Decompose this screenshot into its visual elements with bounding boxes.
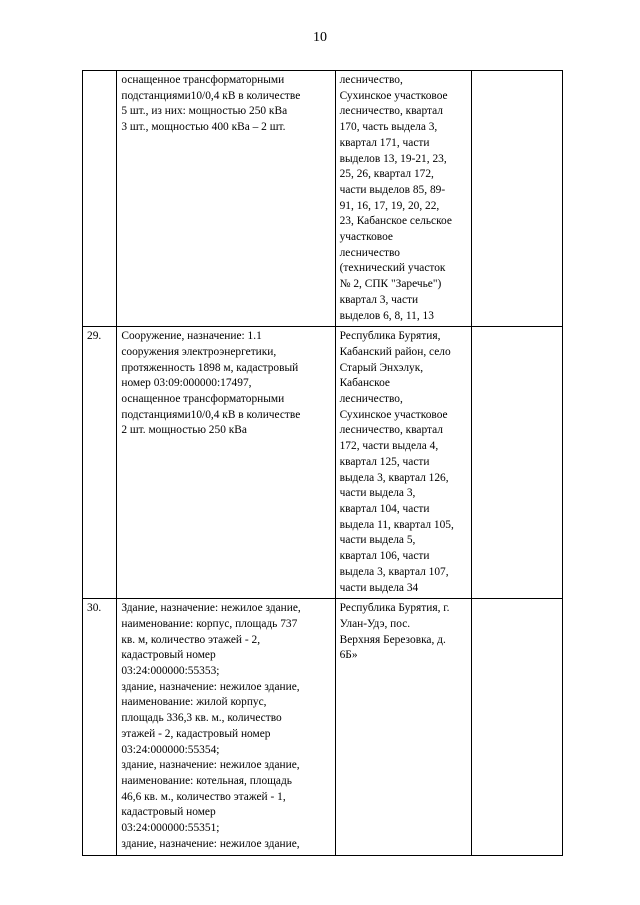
- description-line: 46,6 кв. м., количество этажей - 1,: [121, 790, 286, 803]
- description-line: Сооружение, назначение: 1.1: [121, 330, 262, 343]
- object-description-cell: [117, 599, 335, 856]
- location-line: участковое: [339, 231, 393, 244]
- location-cell: [335, 71, 471, 327]
- description-line: оснащенное трансформаторными: [121, 74, 285, 86]
- registry-table: [82, 70, 563, 856]
- location-line: квартал 3, части: [339, 293, 419, 306]
- empty-cell: [472, 71, 563, 327]
- object-description-cell: [117, 327, 335, 599]
- location-line: выделов 6, 8, 11, 13: [339, 309, 434, 322]
- description-line: наименование: жилой корпус,: [121, 696, 267, 709]
- location-line: лесничество: [339, 246, 400, 259]
- location-line: выделов 13, 19-21, 23,: [339, 152, 447, 165]
- location-line: Кабанское: [339, 377, 390, 390]
- location-line: лесничество, квартал: [339, 105, 443, 118]
- location-line: 6Б»: [339, 649, 358, 662]
- location-line: Старый Энхэлук,: [339, 361, 424, 374]
- location-line: части выдела 3,: [339, 487, 416, 500]
- location-line: 172, части выдела 4,: [339, 440, 439, 453]
- description-line: кв. м, количество этажей - 2,: [121, 633, 261, 646]
- empty-cell: [472, 327, 563, 599]
- location-cell: [335, 599, 471, 856]
- empty-cell: [472, 599, 563, 856]
- location-line: 91, 16, 17, 19, 20, 22,: [339, 199, 440, 212]
- location-line: (технический участок: [339, 262, 446, 275]
- description-line: кадастровый номер: [121, 806, 216, 819]
- location-line: квартал 171, части: [339, 136, 430, 149]
- location-line: части выдела 5,: [339, 534, 416, 547]
- location-line: Республика Бурятия,: [339, 330, 441, 343]
- table-row: [83, 71, 563, 327]
- location-line: квартал 106, части: [339, 550, 430, 563]
- location-line: выдела 3, квартал 107,: [339, 565, 449, 578]
- description-line: здание, назначение: нежилое здание,: [121, 759, 300, 772]
- location-line: Кабанский район, село: [339, 345, 451, 358]
- location-line: Сухинское участковое: [339, 408, 448, 421]
- location-line: лесничество,: [339, 393, 403, 406]
- table-row: [83, 599, 563, 856]
- description-line: площадь 336,3 кв. м., количество: [121, 712, 282, 725]
- description-line: подстанциями10/0,4 кВ в количестве: [121, 89, 301, 102]
- description-line: наименование: котельная, площадь: [121, 774, 292, 787]
- location-line: 23, Кабанское сельское: [339, 215, 452, 228]
- description-line: кадастровый номер: [121, 649, 216, 662]
- description-line: протяженность 1898 м, кадастровый: [121, 361, 299, 374]
- description-line: здание, назначение: нежилое здание,: [121, 680, 300, 693]
- description-line: 5 шт., из них: мощностью 250 кВа: [121, 105, 288, 118]
- description-line: 03:24:000000:55351;: [121, 822, 220, 835]
- description-line: 03:24:000000:55354;: [121, 743, 220, 756]
- row-number-cell: [83, 599, 117, 856]
- location-line: Улан-Удэ, пос.: [339, 617, 411, 630]
- registry-table-body: [83, 71, 563, 856]
- page-number: 10: [313, 30, 327, 45]
- object-description-cell: [117, 71, 335, 327]
- description-line: 03:24:000000:55353;: [121, 665, 220, 678]
- location-cell: [335, 327, 471, 599]
- location-line: Верхняя Березовка, д.: [339, 633, 446, 646]
- row-number-cell: [83, 327, 117, 599]
- location-line: Сухинское участковое: [339, 89, 448, 102]
- location-line: квартал 125, части: [339, 455, 430, 468]
- description-line: 2 шт. мощностью 250 кВа: [121, 424, 247, 437]
- description-line: номер 03:09:000000:17497,: [121, 377, 252, 390]
- description-line: подстанциями10/0,4 кВ в количестве: [121, 408, 301, 421]
- description-line: этажей - 2, кадастровый номер: [121, 727, 271, 740]
- row-number-cell: [83, 71, 117, 327]
- description-line: наименование: корпус, площадь 737: [121, 617, 298, 630]
- location-line: № 2, СПК "Заречье"): [339, 278, 442, 291]
- location-line: квартал 104, части: [339, 502, 430, 515]
- row-number: 29.: [87, 330, 102, 343]
- location-line: 170, часть выдела 3,: [339, 121, 438, 134]
- description-line: здание, назначение: нежилое здание,: [121, 837, 300, 850]
- location-line: лесничество, квартал: [339, 424, 443, 437]
- description-line: 3 шт., мощностью 400 кВа – 2 шт.: [121, 121, 286, 134]
- description-line: Здание, назначение: нежилое здание,: [121, 602, 301, 615]
- row-number: 30.: [87, 602, 102, 615]
- description-line: оснащенное трансформаторными: [121, 393, 285, 406]
- table-row: [83, 327, 563, 599]
- location-line: лесничество,: [339, 74, 403, 86]
- description-line: сооружения электроэнергетики,: [121, 345, 277, 358]
- location-line: части выделов 85, 89-: [339, 183, 446, 196]
- location-line: Республика Бурятия, г.: [339, 602, 450, 615]
- location-line: выдела 3, квартал 126,: [339, 471, 449, 484]
- location-line: части выдела 34: [339, 581, 419, 594]
- location-line: 25, 26, квартал 172,: [339, 168, 434, 181]
- location-line: выдела 11, квартал 105,: [339, 518, 454, 531]
